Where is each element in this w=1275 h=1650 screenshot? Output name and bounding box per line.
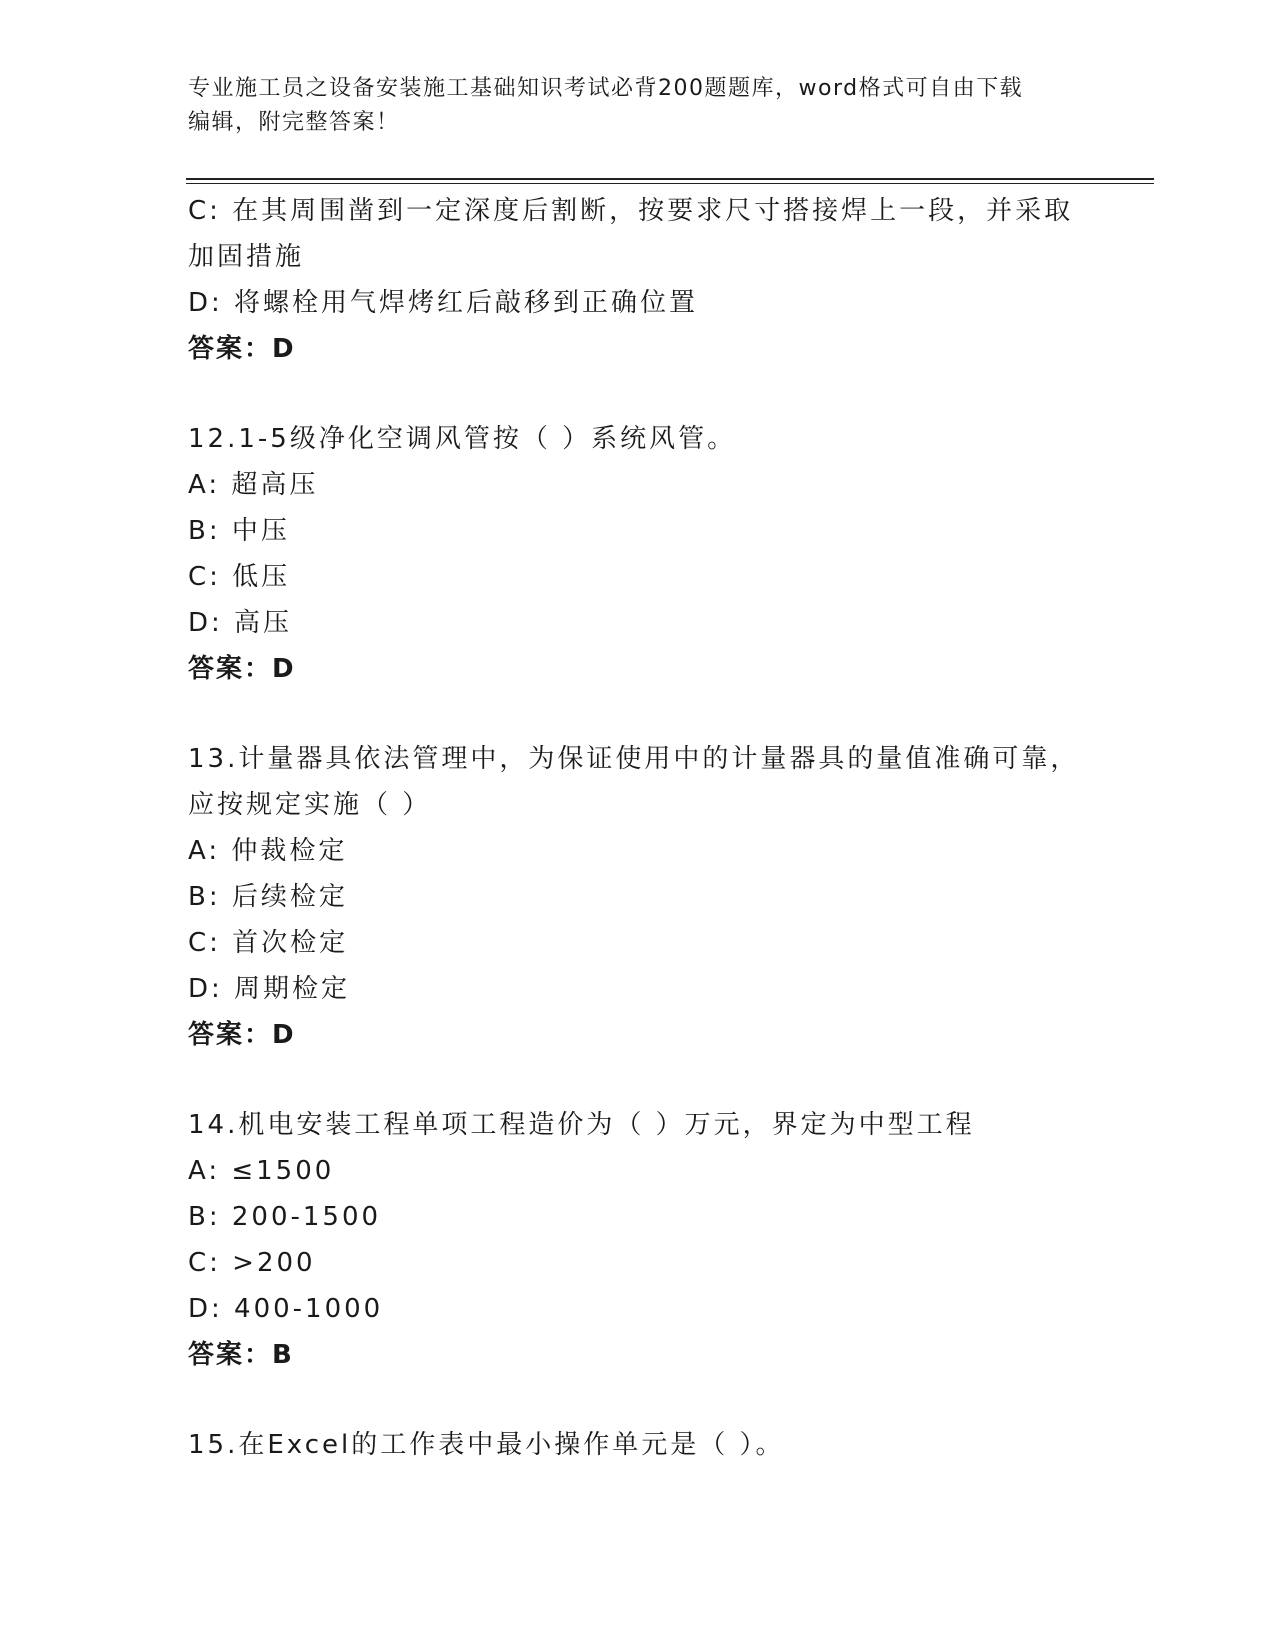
q13-answer: 答案：D (188, 1020, 296, 1050)
spacer (188, 1378, 1108, 1422)
q12-answer: 答案：D (188, 654, 296, 684)
q13-option-b: B: 后续检定 (188, 882, 348, 912)
q11-option-c-line1: C: 在其周围凿到一定深度后割断，按要求尺寸搭接焊上一段，并采取 (188, 196, 1074, 226)
q14-option-d: D: 400-1000 (188, 1294, 384, 1324)
q13-question-line1: 13.计量器具依法管理中，为保证使用中的计量器具的量值准确可靠， (188, 744, 1080, 774)
spacer (188, 1058, 1108, 1102)
question-11-tail (188, 188, 1108, 372)
q12-option-d: D: 高压 (188, 608, 293, 638)
q12-option-a: A: 超高压 (188, 470, 319, 500)
q12-option-c: C: 低压 (188, 562, 291, 592)
question-12 (188, 416, 1108, 692)
header-rule-thin (186, 183, 1154, 184)
q13-option-c: C: 首次检定 (188, 928, 349, 958)
q13-option-d: D: 周期检定 (188, 974, 351, 1004)
q14-option-c: C: >200 (188, 1248, 316, 1278)
q14-question: 14.机电安装工程单项工程造价为（ ）万元，界定为中型工程 (188, 1110, 975, 1140)
q11-answer: 答案：D (188, 334, 296, 364)
q14-answer: 答案：B (188, 1340, 294, 1370)
spacer (188, 692, 1108, 736)
header-title-line1: 专业施工员之设备安装施工基础知识考试必背200题题库，word格式可自由下载 (188, 76, 1024, 101)
q15-question: 15.在Excel的工作表中最小操作单元是（ ）。 (188, 1430, 785, 1460)
question-13 (188, 736, 1108, 1058)
question-15 (188, 1422, 1108, 1468)
q14-option-b: B: 200-1500 (188, 1202, 382, 1232)
q12-question: 12.1-5级净化空调风管按（ ）系统风管。 (188, 424, 737, 454)
document-header (188, 72, 1088, 140)
q14-option-a: A: ≤1500 (188, 1156, 335, 1186)
header-title-line2: 编辑，附完整答案！ (188, 110, 400, 135)
q12-option-b: B: 中压 (188, 516, 290, 546)
spacer (188, 372, 1108, 416)
question-list (188, 188, 1108, 1468)
q13-question-line2: 应按规定实施（ ） (188, 790, 432, 820)
q13-option-a: A: 仲裁检定 (188, 836, 348, 866)
header-rule-thick (186, 178, 1154, 180)
question-14 (188, 1102, 1108, 1378)
q11-option-c-line2: 加固措施 (188, 242, 305, 272)
q11-option-d: D: 将螺栓用气焊烤红后敲移到正确位置 (188, 288, 699, 318)
